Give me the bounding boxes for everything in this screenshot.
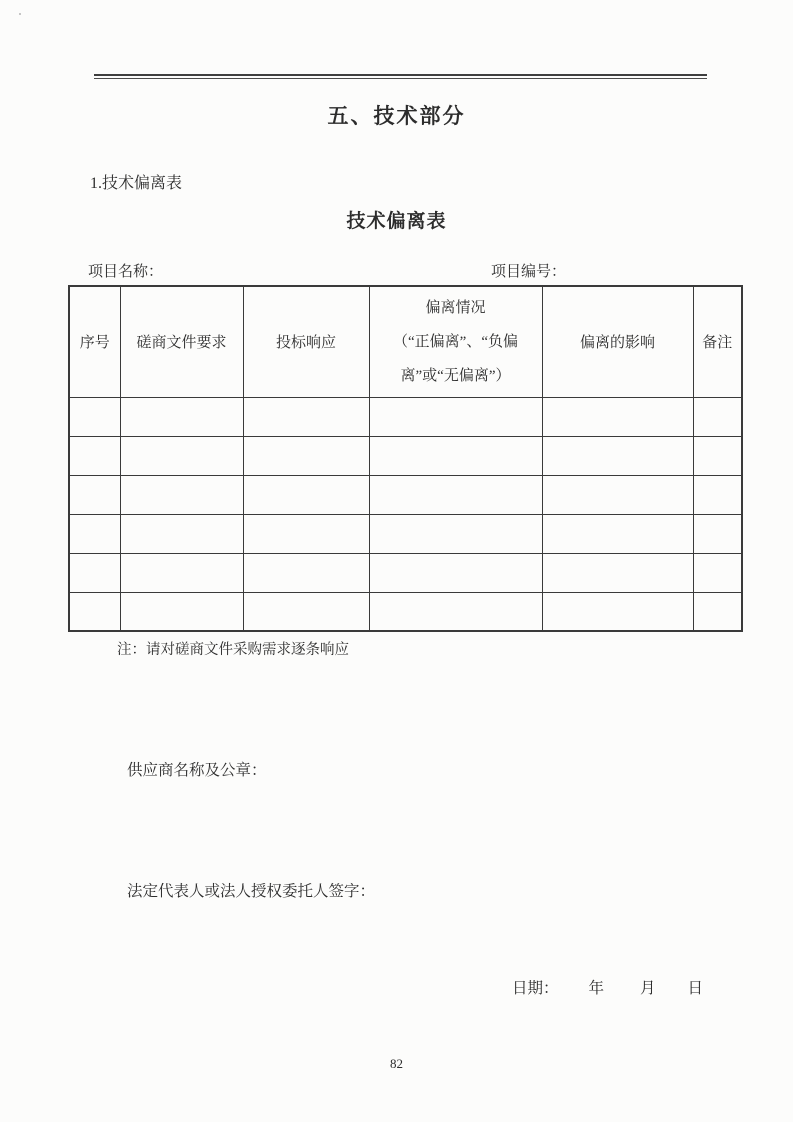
deviation-header-line-3: 离”或“无偏离”） xyxy=(400,367,511,384)
subsection-item: 1.技术偏离表 xyxy=(90,175,183,192)
table-row xyxy=(69,514,742,553)
date-year-label: 年 xyxy=(588,980,605,997)
table-cell xyxy=(243,475,369,514)
table-cell xyxy=(243,397,369,436)
table-cell xyxy=(120,475,243,514)
date-day-label: 日 xyxy=(687,980,704,997)
col-header-remarks: 备注 xyxy=(693,286,742,397)
table-cell xyxy=(120,436,243,475)
date-label: 日期： xyxy=(512,980,559,997)
table-cell xyxy=(120,553,243,592)
signatory-label: 法定代表人或法人授权委托人签字： xyxy=(127,883,376,900)
table-cell xyxy=(69,475,120,514)
table-cell xyxy=(369,553,542,592)
table-row xyxy=(69,553,742,592)
table-cell xyxy=(120,592,243,631)
table-cell xyxy=(693,553,742,592)
col-header-bid-response: 投标响应 xyxy=(243,286,369,397)
project-number-label: 项目编号： xyxy=(491,264,567,280)
table-cell xyxy=(693,436,742,475)
table-cell xyxy=(693,514,742,553)
col-header-deviation-impact: 偏离的影响 xyxy=(542,286,693,397)
col-header-document-requirement: 磋商文件要求 xyxy=(120,286,243,397)
deviation-header-line-1: 偏离情况 xyxy=(425,299,486,316)
table-title: 技术偏离表 xyxy=(346,211,447,232)
table-cell xyxy=(120,514,243,553)
project-name-label: 项目名称： xyxy=(88,264,164,280)
table-row xyxy=(69,436,742,475)
table-cell xyxy=(369,397,542,436)
supplier-seal-label: 供应商名称及公章： xyxy=(127,762,267,779)
table-cell xyxy=(69,436,120,475)
header-double-rule xyxy=(94,74,707,79)
table-row xyxy=(69,397,742,436)
table-cell xyxy=(243,436,369,475)
table-cell xyxy=(69,397,120,436)
note-text: 注：请对磋商文件采购需求逐条响应 xyxy=(117,642,349,658)
table-cell xyxy=(542,397,693,436)
table-cell xyxy=(69,514,120,553)
table-cell xyxy=(369,592,542,631)
table-cell xyxy=(69,592,120,631)
table-cell xyxy=(542,592,693,631)
table-cell xyxy=(69,553,120,592)
col-header-deviation-status xyxy=(369,286,542,397)
table-cell xyxy=(542,475,693,514)
table-row xyxy=(69,475,742,514)
table-cell xyxy=(693,397,742,436)
page-number: 82 xyxy=(390,1056,403,1071)
table-cell xyxy=(542,553,693,592)
deviation-header-line-2: （“正偏离”、“负偏 xyxy=(393,333,518,350)
table-cell xyxy=(693,592,742,631)
table-cell xyxy=(542,514,693,553)
table-cell xyxy=(542,436,693,475)
table-cell xyxy=(369,514,542,553)
col-header-seq-no: 序号 xyxy=(69,286,120,397)
deviation-table xyxy=(68,285,743,632)
date-line xyxy=(512,976,703,998)
table-row xyxy=(69,592,742,631)
table-cell xyxy=(369,475,542,514)
table-cell xyxy=(243,514,369,553)
table-cell xyxy=(243,553,369,592)
table-cell xyxy=(369,436,542,475)
table-cell xyxy=(120,397,243,436)
section-title: 五、技术部分 xyxy=(327,104,466,128)
table-cell xyxy=(693,475,742,514)
date-month-label: 月 xyxy=(640,980,656,997)
table-header-row xyxy=(69,286,742,397)
scan-speck xyxy=(19,13,21,15)
table-cell xyxy=(243,592,369,631)
